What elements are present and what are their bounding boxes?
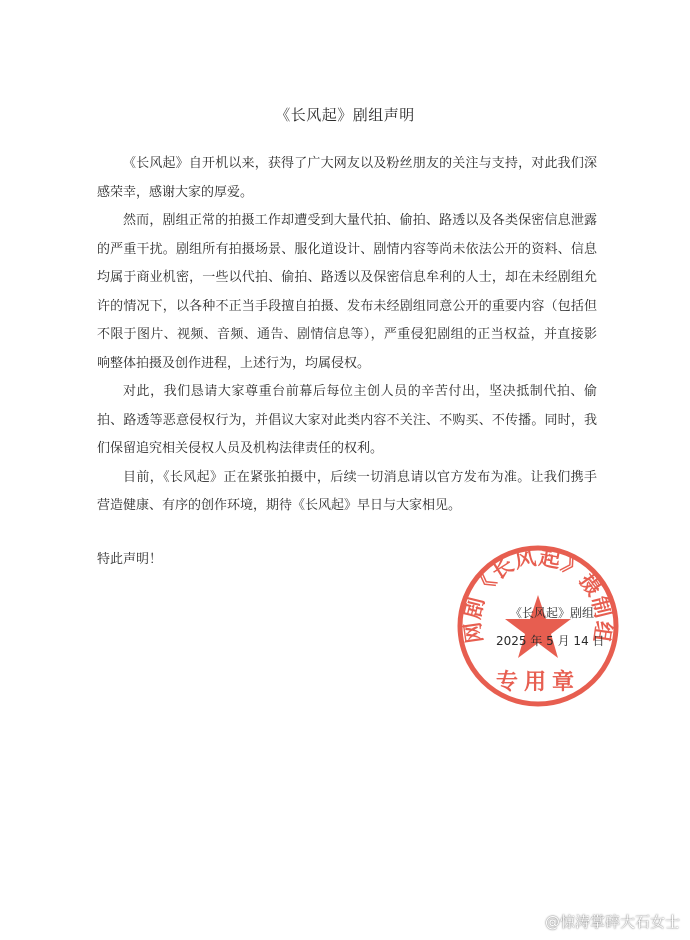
paragraph: 对此，我们恳请大家尊重台前幕后每位主创人员的辛苦付出，坚决抵制代拍、偷拍、路透等恶意侵权行为，并倡议大家对此类内容不关注、不购买、不传播。同时，我们保留追究相关侵权人员及机构法律责任的权利。 [97,384,597,456]
weibo-icon [521,914,541,930]
document-title: 《长风起》剧组声明 [275,106,415,124]
signature-date: 2025 年 5 月 14 日 [496,634,605,648]
svg-text:网剧《长风起》摄制组: 网剧《长风起》摄制组 [459,544,617,645]
official-seal [455,543,621,709]
document-body [97,150,597,521]
svg-text:专用章: 专用章 [495,669,581,695]
paragraph: 《长风起》自开机以来，获得了广大网友以及粉丝朋友的关注与支持，对此我们深感荣幸，感谢大家的厚爱。 [97,156,597,200]
paragraph: 目前，《长风起》正在紧张拍摄中，后续一切消息请以官方发布为准。让我们携手营造健康、有序的创作环境，期待《长风起》早日与大家相见。 [97,469,597,513]
closing-line: 特此声明！ [97,552,163,567]
weibo-watermark [521,911,680,932]
watermark-text: @惊涛掌碎大石女士 [544,913,680,931]
signature-org: 《长风起》剧组 [510,606,595,620]
paragraph: 然而，剧组正常的拍摄工作却遭受到大量代拍、偷拍、路透以及各类保密信息泄露的严重干扰。剧组所有拍摄场景、服化道设计、剧情内容等尚未依法公开的资料、信息均属于商业机密，一些以代拍、偷拍、路透以及保密信息牟利的人士，却在未经剧组允许的情况下，以各种不正当手段擅自拍摄、发布未经剧组同意公开的重要内容（包括但不限于图片、视频、音频、通告、剧情信息等），严重侵犯剧组的正当权益，并直接影响整体拍摄及创作进程，上述行为，均属侵权。 [97,213,597,371]
